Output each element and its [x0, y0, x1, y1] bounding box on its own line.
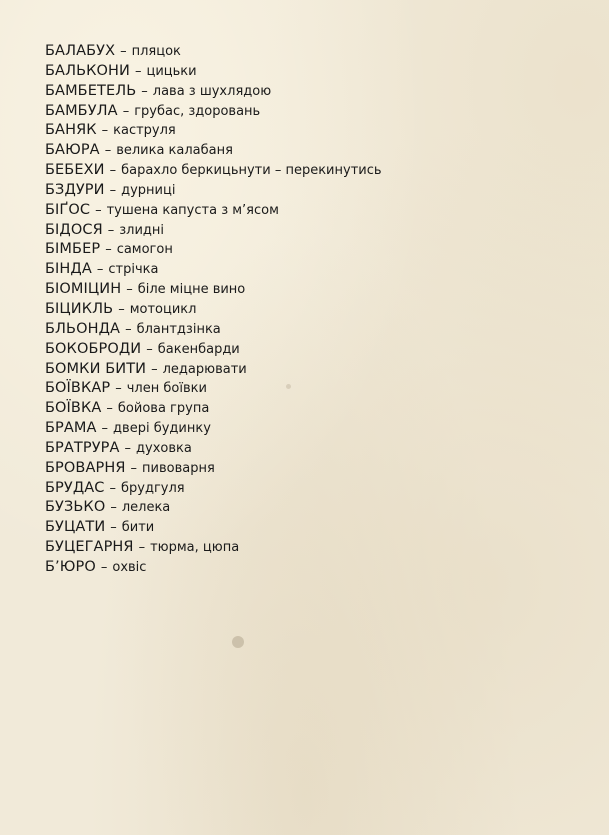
entry-term: БАМБУЛА [45, 102, 118, 119]
entry-definition: лелека [121, 500, 171, 516]
entry-term: БУЦЕГАРНЯ [45, 539, 134, 556]
glossary-entry [45, 100, 382, 120]
entry-dash: – [101, 123, 109, 139]
entry-dash: – [101, 421, 109, 437]
entry-definition: двері будинку [113, 421, 211, 437]
glossary-entry [45, 179, 382, 199]
entry-dash: – [130, 460, 137, 476]
entry-dash: – [134, 63, 142, 79]
glossary-entry [45, 417, 382, 437]
glossary-entry [45, 318, 382, 338]
entry-definition: брудгуля [121, 480, 185, 496]
entry-definition: стрічка [108, 262, 159, 278]
entry-definition: тушена капуста з м’ясом [106, 202, 279, 218]
entry-definition: бити [121, 520, 155, 536]
entry-term: БАМБЕТЕЛЬ [45, 82, 137, 99]
entry-term: БРОВАРНЯ [45, 459, 126, 476]
entry-term: БІДОСЯ [45, 221, 103, 238]
entry-definition: пляцок [131, 44, 181, 59]
entry-term: БОМКИ БИТИ [45, 360, 147, 377]
entry-definition: мотоцикл [129, 301, 197, 317]
entry-dash: – [124, 440, 132, 456]
entry-definition: член боївки [126, 381, 207, 397]
glossary-entry [45, 258, 382, 278]
glossary-entry [45, 238, 382, 258]
glossary-entry [45, 40, 382, 60]
entry-definition: блантдзінка [136, 321, 221, 337]
entry-dash: – [146, 341, 153, 357]
entry-dash: – [118, 301, 125, 317]
entry-term: БОКОБРОДИ [45, 340, 142, 357]
entry-dash: – [105, 242, 112, 258]
entry-definition: барахло беркицьнути – перекинутись [121, 163, 382, 179]
entry-dash: – [126, 282, 133, 298]
entry-definition: самогон [116, 242, 173, 258]
entry-term: БЗДУРИ [45, 181, 105, 198]
entry-dash: – [122, 103, 130, 119]
entry-dash: – [100, 559, 108, 575]
entry-dash: – [110, 520, 117, 536]
entry-definition: дурниці [121, 182, 176, 198]
entry-definition: пивоварня [142, 460, 215, 476]
glossary-entry [45, 457, 382, 477]
glossary-entry [45, 80, 382, 100]
entry-dash: – [110, 500, 117, 516]
glossary-entry [45, 377, 382, 397]
entry-dash: – [115, 381, 122, 397]
entry-term: БАЮРА [45, 142, 100, 159]
entry-dash: – [138, 540, 146, 556]
glossary-entry [45, 437, 382, 457]
entry-term: БОЇВКАР [45, 380, 111, 397]
glossary-entry [45, 338, 382, 358]
entry-term: БУЗЬКО [45, 499, 106, 516]
entry-definition: злидні [119, 222, 165, 238]
entry-term: БУЦАТИ [45, 519, 106, 536]
glossary-entry [45, 278, 382, 298]
glossary-entry [45, 358, 382, 378]
entry-term: БІҐОС [45, 201, 91, 218]
glossary-entry [45, 496, 382, 516]
glossary-entry [45, 219, 382, 239]
glossary-entry [45, 298, 382, 318]
entry-term: БЛЬОНДА [45, 320, 121, 337]
entry-dash: – [109, 163, 117, 179]
entry-term: БЕБЕХИ [45, 162, 105, 179]
entry-definition: бойова група [117, 401, 210, 417]
entry-dash: – [109, 182, 117, 198]
glossary-entry [45, 159, 382, 179]
entry-definition: біле міцне вино [137, 282, 246, 298]
glossary-list [45, 40, 382, 576]
glossary-entry [45, 477, 382, 497]
entry-dash: – [104, 143, 112, 159]
entry-term: БАЛЬКОНИ [45, 62, 130, 79]
glossary-entry [45, 516, 382, 536]
entry-term: БАЛАБУХ [45, 43, 116, 59]
entry-dash: – [95, 202, 102, 218]
glossary-entry [45, 556, 382, 576]
entry-definition: ледарювати [162, 361, 247, 377]
entry-definition: бакенбарди [157, 341, 240, 357]
entry-term: Б’ЮРО [45, 558, 96, 575]
entry-dash: – [96, 262, 104, 278]
entry-term: БІОМІЦИН [45, 281, 122, 298]
entry-term: БРАМА [45, 420, 97, 437]
entry-term: БОЇВКА [45, 400, 102, 417]
entry-dash: – [120, 44, 127, 59]
entry-dash: – [107, 222, 115, 238]
entry-term: БІМБЕР [45, 241, 101, 258]
entry-dash: – [125, 321, 132, 337]
entry-term: БІНДА [45, 261, 92, 278]
entry-dash: – [106, 401, 113, 417]
paper-stain [232, 636, 244, 648]
entry-definition: грубас, здоровань [134, 103, 261, 119]
glossary-entry [45, 119, 382, 139]
entry-term: БРУДАС [45, 479, 105, 496]
entry-term: БАНЯК [45, 122, 97, 139]
entry-definition: лава з шухлядою [152, 83, 272, 99]
entry-definition: велика калабаня [116, 143, 233, 159]
entry-term: БІЦИКЛЬ [45, 300, 114, 317]
glossary-entry [45, 139, 382, 159]
glossary-entry [45, 536, 382, 556]
entry-definition: каструля [113, 123, 176, 139]
entry-dash: – [109, 480, 116, 496]
entry-term: БРАТРУРА [45, 439, 120, 456]
glossary-entry [45, 397, 382, 417]
entry-definition: охвіс [112, 559, 147, 575]
glossary-entry [45, 60, 382, 80]
entry-definition: цицьки [146, 63, 197, 79]
entry-definition: духовка [136, 440, 192, 456]
glossary-entry [45, 199, 382, 219]
entry-dash: – [151, 361, 158, 377]
entry-dash: – [141, 83, 148, 99]
entry-definition: тюрма, цюпа [150, 540, 240, 556]
